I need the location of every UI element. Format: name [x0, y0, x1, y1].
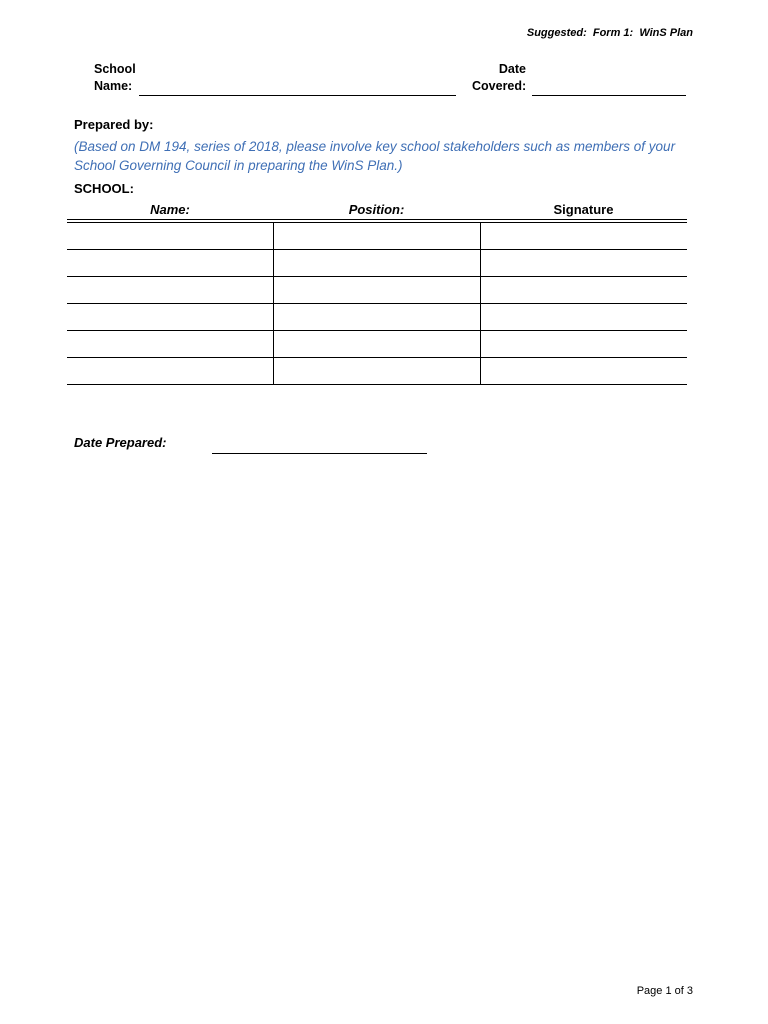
table-row: [67, 223, 687, 250]
school-name-label-line2: Name:: [94, 79, 133, 93]
name-cell[interactable]: [67, 277, 273, 303]
position-cell[interactable]: [273, 223, 481, 249]
page-number: Page 1 of 3: [636, 985, 693, 997]
table-row: [67, 250, 687, 277]
signature-cell[interactable]: [481, 250, 687, 276]
date-prepared-label: Date Prepared:: [74, 435, 167, 450]
name-cell[interactable]: [67, 358, 273, 384]
date-covered-label: [472, 61, 526, 95]
school-name-label-line1: School: [94, 62, 136, 76]
signature-cell[interactable]: [481, 277, 687, 303]
form-label: Suggested: Form 1: WinS Plan: [526, 27, 693, 39]
name-cell[interactable]: [67, 304, 273, 330]
signatories-table: [67, 219, 687, 385]
signature-cell[interactable]: [481, 304, 687, 330]
prepared-by-note-line1: (Based on DM 194, series of 2018, please involve key school stakeholders such as members of your: [74, 139, 676, 154]
signature-cell[interactable]: [481, 358, 687, 384]
name-cell[interactable]: [67, 331, 273, 357]
school-name-field[interactable]: [139, 95, 456, 96]
prepared-by-note-line2: School Governing Council in preparing the WinS Plan.): [74, 158, 403, 173]
table-row: [67, 358, 687, 385]
prepared-by-note: [74, 137, 714, 175]
position-cell[interactable]: [273, 304, 481, 330]
date-prepared-field[interactable]: [212, 453, 427, 454]
name-cell[interactable]: [67, 250, 273, 276]
column-header-name: Name:: [150, 202, 190, 217]
signature-cell[interactable]: [481, 331, 687, 357]
table-row: [67, 304, 687, 331]
date-covered-label-line1: Date: [498, 62, 526, 76]
name-cell[interactable]: [67, 223, 273, 249]
date-covered-field[interactable]: [532, 95, 686, 96]
table-row: [67, 331, 687, 358]
prepared-by-heading: Prepared by:: [74, 117, 154, 132]
signature-cell[interactable]: [481, 223, 687, 249]
school-label: SCHOOL:: [74, 181, 134, 196]
date-covered-label-line2: Covered:: [472, 79, 527, 93]
position-cell[interactable]: [273, 358, 481, 384]
position-cell[interactable]: [273, 331, 481, 357]
position-cell[interactable]: [273, 250, 481, 276]
table-row: [67, 277, 687, 304]
school-name-label: [94, 61, 136, 95]
column-header-position: Position:: [348, 202, 405, 217]
position-cell[interactable]: [273, 277, 481, 303]
column-header-signature: Signature: [553, 202, 614, 217]
